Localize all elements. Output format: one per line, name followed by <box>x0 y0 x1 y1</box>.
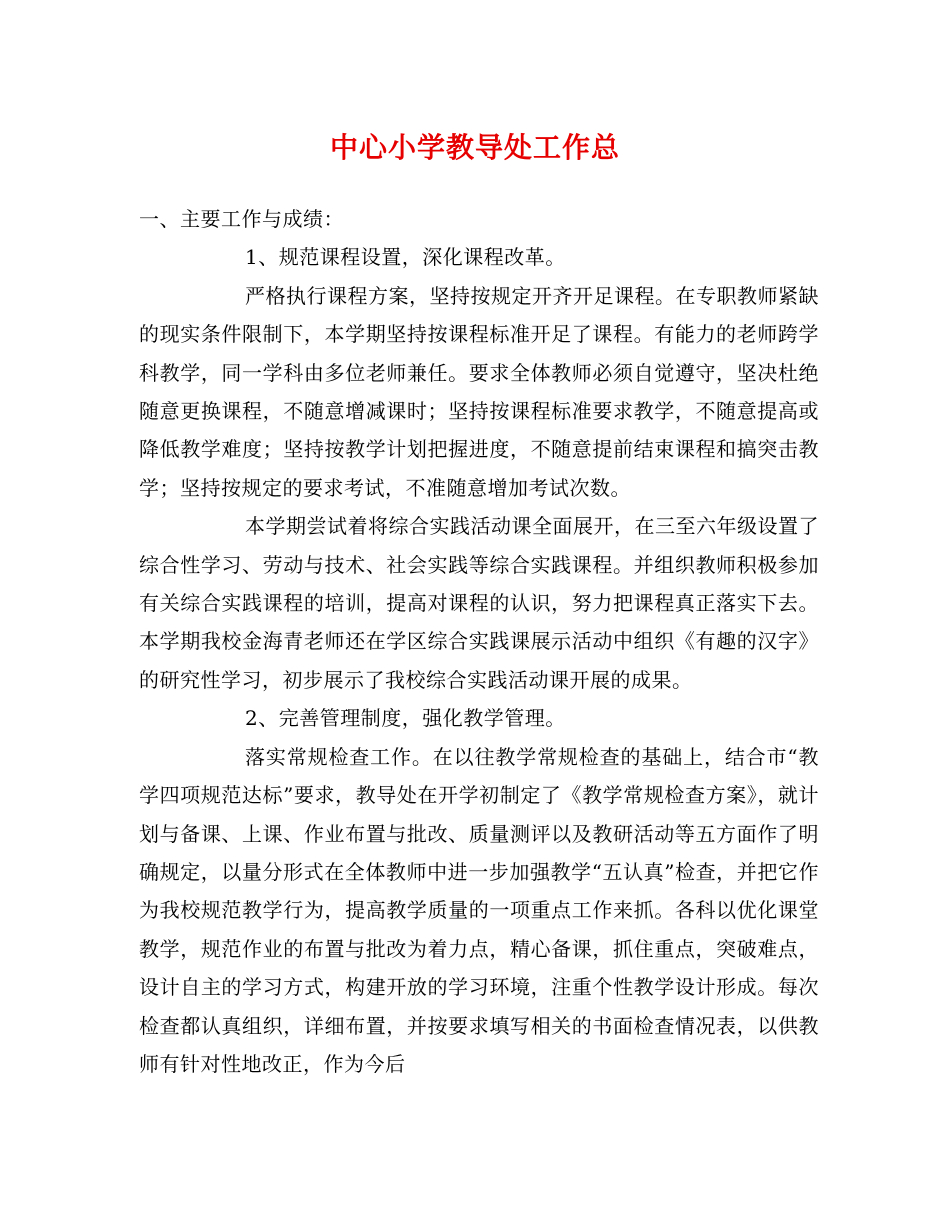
document-body <box>139 200 819 1083</box>
sub-heading-2: 2、完善管理制度，强化教学管理。 <box>245 706 566 731</box>
paragraph-1: 严格执行课程方案，坚持按规定开齐开足课程。在专职教师紧缺的现实条件限制下，本学期坚持按课程标准开足了课程。有能力的老师跨学科教学，同一学科由多位老师兼任。要求全体教师必须自觉遵守，坚决杜绝随意更换课程，不随意增减课时；坚持按课程标准要求教学，不随意提高或降低教学难度；坚持按教学计划把握进度，不随意提前结束课程和搞突击教学；坚持按规定的要求考试，不准随意增加考试次数。 <box>139 283 819 500</box>
document-title: 中心小学教导处工作总 <box>329 131 620 164</box>
paragraph-2: 本学期尝试着将综合实践活动课全面展开，在三至六年级设置了综合性学习、劳动与技术、社会实践等综合实践课程。并组织教师积极参加有关综合实践课程的培训，提高对课程的认识，努力把课程真正落实下去。本学期我校金海青老师还在学区综合实践课展示活动中组织《有趣的汉字》的研究性学习，初步展示了我校综合实践活动课开展的成果。 <box>139 514 819 692</box>
paragraph-3: 落实常规检查工作。在以往教学常规检查的基础上，结合市“教学四项规范达标”要求，教导处在开学初制定了《教学常规检查方案》，就计划与备课、上课、作业布置与批改、质量测评以及教研活动等五方面作了明确规定，以量分形式在全体教师中进一步加强教学“五认真”检查，并把它作为我校规范教学行为，提高教学质量的一项重点工作来抓。各科以优化课堂教学，规范作业的布置与批改为着力点，精心备课，抓住重点，突破难点，设计自主的学习方式，构建开放的学习环境，注重个性教学设计形成。每次检查都认真组织，详细布置，并按要求填写相关的书面检查情况表，以供教师有针对性地改正，作为今后 <box>139 744 819 1076</box>
section-heading: 一、主要工作与成绩： <box>139 207 344 231</box>
sub-heading-1: 1、规范课程设置，深化课程改革。 <box>245 245 566 270</box>
